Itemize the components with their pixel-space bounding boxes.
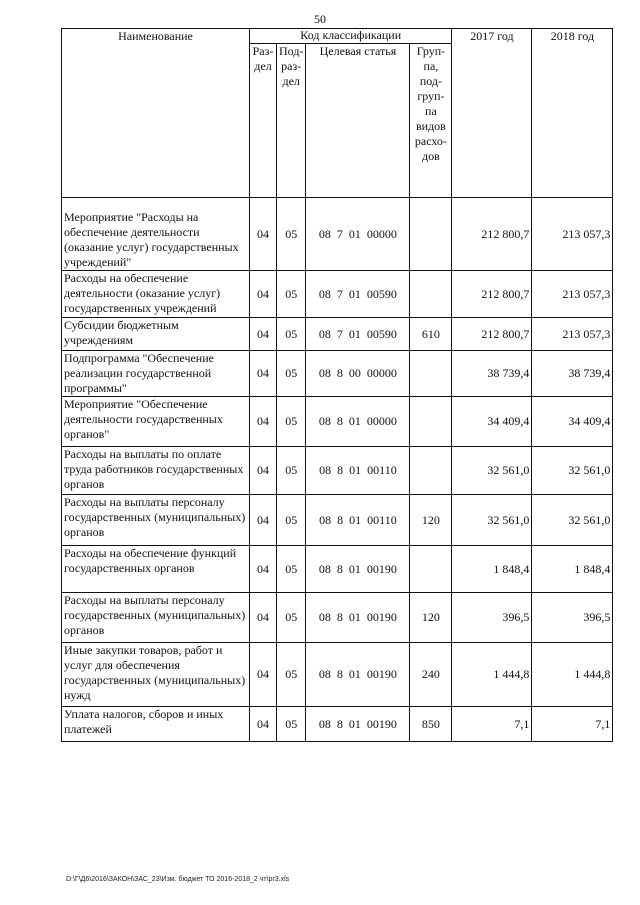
row-expense-group [410, 271, 452, 318]
row-value-2018: 213 057,3 [532, 318, 613, 351]
row-subsection: 05 [277, 643, 306, 707]
row-expense-group [410, 546, 452, 593]
row-expense-group: 120 [410, 593, 452, 643]
table-row [62, 707, 613, 742]
row-value-2018: 213 057,3 [532, 271, 613, 318]
row-name: Расходы на выплаты персоналу государственных (муниципальных) органов [62, 495, 250, 546]
header-section: Раз- дел [250, 44, 277, 198]
header-subsection: Под- раз- дел [277, 44, 306, 198]
row-expense-group: 850 [410, 707, 452, 742]
row-value-2018: 34 409,4 [532, 397, 613, 447]
header-target-article: Целевая статья [306, 44, 410, 198]
row-value-2017: 212 800,7 [452, 318, 532, 351]
row-expense-group [410, 397, 452, 447]
row-subsection: 05 [277, 593, 306, 643]
row-value-2018: 213 057,3 [532, 198, 613, 271]
table-row [62, 546, 613, 593]
row-subsection: 05 [277, 447, 306, 495]
row-value-2018: 38 739,4 [532, 351, 613, 397]
row-target-article: 08 7 01 00000 [306, 198, 410, 271]
row-expense-group: 240 [410, 643, 452, 707]
row-value-2018: 396,5 [532, 593, 613, 643]
row-section: 04 [250, 707, 277, 742]
row-name: Иные закупки товаров, работ и услуг для обеспечения государственных (муниципальных) нужд [62, 643, 250, 707]
table-row [62, 593, 613, 643]
row-section: 04 [250, 351, 277, 397]
table-row [62, 271, 613, 318]
page-number: 50 [314, 12, 326, 26]
row-value-2018: 1 444,8 [532, 643, 613, 707]
table-row [62, 318, 613, 351]
row-section: 04 [250, 643, 277, 707]
row-target-article: 08 7 01 00590 [306, 318, 410, 351]
row-target-article: 08 8 01 00000 [306, 397, 410, 447]
row-expense-group [410, 198, 452, 271]
row-subsection: 05 [277, 546, 306, 593]
row-name: Расходы на обеспечение деятельности (оказание услуг) государственных учреждений [62, 271, 250, 318]
row-subsection: 05 [277, 351, 306, 397]
row-value-2017: 212 800,7 [452, 271, 532, 318]
row-name: Мероприятие "Расходы на обеспечение деятельности (оказание услуг) государственных учреждений" [62, 198, 250, 271]
budget-table [61, 28, 613, 742]
row-subsection: 05 [277, 271, 306, 318]
row-name: Уплата налогов, сборов и иных платежей [62, 707, 250, 742]
row-name: Подпрограмма "Обеспечение реализации государственной программы" [62, 351, 250, 397]
row-value-2018: 32 561,0 [532, 495, 613, 546]
row-expense-group: 120 [410, 495, 452, 546]
row-subsection: 05 [277, 318, 306, 351]
row-value-2017: 34 409,4 [452, 397, 532, 447]
row-section: 04 [250, 318, 277, 351]
header-classification-code: Код классификации [250, 29, 452, 44]
row-value-2017: 7,1 [452, 707, 532, 742]
table-row [62, 198, 613, 271]
table-row [62, 397, 613, 447]
header-year-2018: 2018 год [532, 29, 613, 198]
row-section: 04 [250, 397, 277, 447]
table-row [62, 351, 613, 397]
row-expense-group [410, 447, 452, 495]
row-expense-group [410, 351, 452, 397]
row-name: Расходы на выплаты персоналу государственных (муниципальных) органов [62, 593, 250, 643]
row-target-article: 08 7 01 00590 [306, 271, 410, 318]
row-target-article: 08 8 01 00190 [306, 546, 410, 593]
header-name: Наименование [62, 29, 250, 198]
row-subsection: 05 [277, 495, 306, 546]
row-value-2017: 1 444,8 [452, 643, 532, 707]
row-section: 04 [250, 271, 277, 318]
row-name: Расходы на обеспечение функций государственных органов [62, 546, 250, 593]
row-section: 04 [250, 495, 277, 546]
row-target-article: 08 8 01 00110 [306, 447, 410, 495]
file-path-footer: D:\Г\Д6\2016\ЗАКОН\ЗАС_23\Изм. бюджет ТО 2016-2018_2 чт\pr3.xls [66, 876, 290, 883]
row-expense-group: 610 [410, 318, 452, 351]
table-row [62, 447, 613, 495]
row-target-article: 08 8 01 00110 [306, 495, 410, 546]
header-expense-group: Груп- па, под- груп- па видов расхо- дов [410, 44, 452, 198]
row-value-2017: 32 561,0 [452, 495, 532, 546]
row-value-2017: 38 739,4 [452, 351, 532, 397]
row-name: Субсидии бюджетным учреждениям [62, 318, 250, 351]
row-target-article: 08 8 00 00000 [306, 351, 410, 397]
row-name: Расходы на выплаты по оплате труда работников государственных органов [62, 447, 250, 495]
row-name: Мероприятие "Обеспечение деятельности государственных органов" [62, 397, 250, 447]
row-value-2017: 396,5 [452, 593, 532, 643]
row-section: 04 [250, 198, 277, 271]
row-section: 04 [250, 593, 277, 643]
row-section: 04 [250, 546, 277, 593]
row-subsection: 05 [277, 198, 306, 271]
row-subsection: 05 [277, 397, 306, 447]
row-target-article: 08 8 01 00190 [306, 643, 410, 707]
row-value-2018: 32 561,0 [532, 447, 613, 495]
row-value-2017: 1 848,4 [452, 546, 532, 593]
row-section: 04 [250, 447, 277, 495]
table-row [62, 643, 613, 707]
row-value-2017: 32 561,0 [452, 447, 532, 495]
row-value-2017: 212 800,7 [452, 198, 532, 271]
row-value-2018: 1 848,4 [532, 546, 613, 593]
row-target-article: 08 8 01 00190 [306, 707, 410, 742]
row-target-article: 08 8 01 00190 [306, 593, 410, 643]
row-subsection: 05 [277, 707, 306, 742]
header-year-2017: 2017 год [452, 29, 532, 198]
row-value-2018: 7,1 [532, 707, 613, 742]
table-row [62, 495, 613, 546]
